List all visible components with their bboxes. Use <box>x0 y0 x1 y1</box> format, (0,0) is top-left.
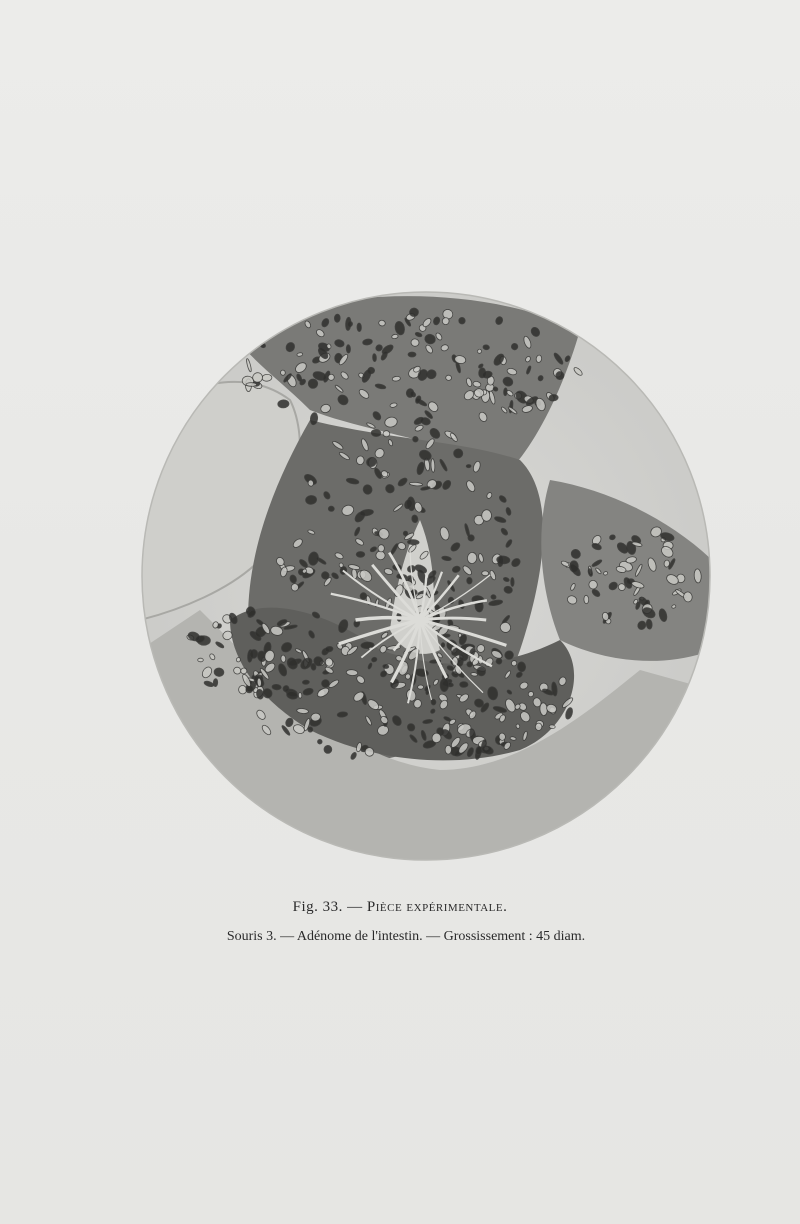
micrograph-plate <box>140 290 712 862</box>
figure-heading: Pièce expérimentale. <box>366 899 508 915</box>
figure-title <box>0 899 800 916</box>
micrograph-image <box>140 290 712 862</box>
figure-label: Fig. 33. <box>292 899 343 915</box>
figure-caption: Souris 3. — Adénome de l'intestin. — Grossissement : 45 diam. <box>226 929 586 944</box>
figure-dash: — <box>347 899 363 915</box>
